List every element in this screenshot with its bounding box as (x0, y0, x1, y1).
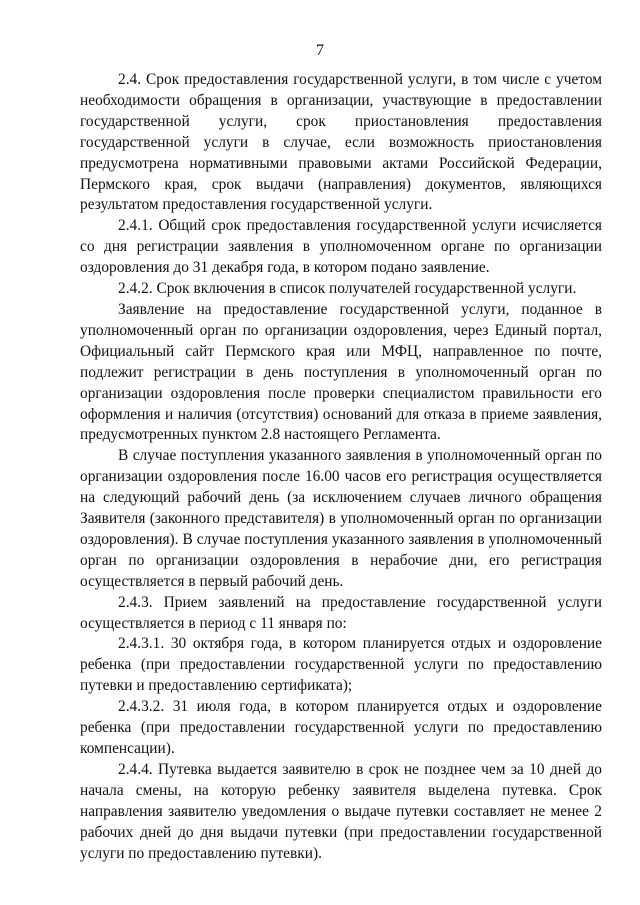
page-number: 7 (316, 42, 324, 59)
paragraph-application-registration: Заявление на предоставление государственной услуги, поданное в уполномоченный орган по организации оздоровления, через Единый портал, Официальный сайт Пермского края или МФЦ, направленное по почте, подлежит регистрации в день поступления в уполномоченный орган по организации оздоровления после проверки специалистом правильности его оформления и наличия (отсутствия) оснований для отказа в приеме заявления, предусмотренных пунктом 2.8 настоящего Регламента. (80, 300, 602, 444)
paragraph-late-registration: В случае поступления указанного заявления в уполномоченный орган по организации оздоровления после 16.00 часов его регистрация осуществляется на следующий рабочий день (за исключением случаев личного обращения Заявителя (законного представителя) в уполномоченный орган по организации оздоровления). В случае поступления указанного заявления в уполномоченный орган по организации оздоровления в нерабочие дни, его регистрация осуществляется в первый рабочий день. (80, 447, 602, 590)
paragraph-2-4-2: 2.4.2. Срок включения в список получателей государственной услуги. (118, 280, 577, 298)
paragraph-2-4-3-2: 2.4.3.2. 31 июля года, в котором планируется отдых и оздоровление ребенка (при предоставлении государственной услуги по предоставлению компенсации). (80, 698, 602, 757)
paragraph-2-4: 2.4. Срок предоставления государственной услуги, в том числе с учетом необходимости обращения в организации, участвующие в предоставлении государственной услуги, срок приостановления предоставления государственной услуги в случае, если возможность приостановления предусмотрена нормативными правовыми актами Российской Федерации, Пермского края, срок выдачи (направления) документов, являющихся результатом предоставления государственной услуги. (80, 71, 602, 214)
paragraph-2-4-3: 2.4.3. Прием заявлений на предоставление государственной услуги осуществляется в период с 11 января по: (80, 593, 602, 632)
paragraph-2-4-1: 2.4.1. Общий срок предоставления государственной услуги исчисляется со дня регистрации заявления в уполномоченном органе по организации оздоровления до 31 декабря года, в котором подано заявление. (80, 217, 602, 277)
paragraph-2-4-3-1: 2.4.3.1. 30 октября года, в котором планируется отдых и оздоровление ребенка (при предоставлении государственной услуги по предоставлению путевки и предоставлению сертификата); (80, 635, 602, 695)
paragraph-2-4-4: 2.4.4. Путевка выдается заявителю в срок не позднее чем за 10 дней до начала смены, на которую ребенку заявителя выделена путевка. Срок направления заявителю уведомления о выдаче путевки составляет не менее 2 рабочих дней до дня выдачи путевки (при предоставлении государственной услуги по предоставлению путевки). (80, 760, 602, 862)
document-body (80, 70, 602, 864)
